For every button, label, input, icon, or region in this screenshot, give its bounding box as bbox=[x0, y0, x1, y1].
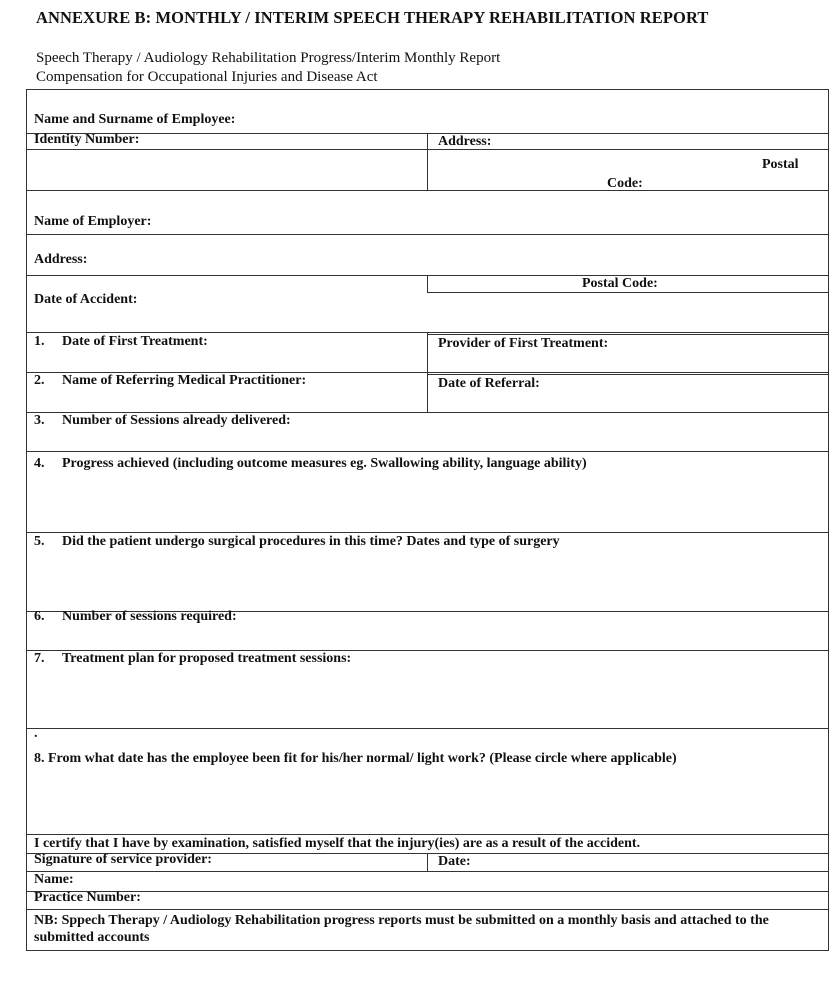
signature-date-label: Date: bbox=[438, 854, 471, 869]
act-subtitle: Compensation for Occupational Injuries and Disease Act bbox=[36, 69, 378, 85]
question-number: 3. bbox=[34, 413, 45, 428]
report-form bbox=[26, 89, 829, 951]
certification-statement: I certify that I have by examination, satisfied myself that the injury(ies) are as a result of the accident. bbox=[34, 836, 641, 851]
page-title: ANNEXURE B: MONTHLY / INTERIM SPEECH THERAPY REHABILITATION REPORT bbox=[36, 8, 709, 27]
question-text: Name of Referring Medical Practitioner: bbox=[62, 373, 307, 388]
rule bbox=[427, 334, 828, 335]
question-number: 4. bbox=[34, 456, 45, 471]
date-of-accident-label: Date of Accident: bbox=[34, 292, 138, 307]
date-of-referral-label: Date of Referral: bbox=[438, 376, 540, 391]
rule bbox=[27, 891, 828, 892]
signature-label: Signature of service provider: bbox=[34, 852, 212, 867]
name-label: Name: bbox=[34, 872, 74, 887]
question-number: 6. bbox=[34, 609, 45, 624]
column-divider bbox=[427, 853, 428, 871]
employer-postal-code-label: Postal Code: bbox=[582, 276, 658, 291]
fit-for-work-label: 8. From what date has the employee been fit for his/her normal/ light work? (Please circle where applicable) bbox=[34, 751, 677, 766]
question-text: Treatment plan for proposed treatment sessions: bbox=[62, 651, 352, 666]
rule bbox=[27, 834, 828, 835]
question-number: 7. bbox=[34, 651, 45, 666]
employer-address-label: Address: bbox=[34, 252, 88, 267]
postal-code-label-part1: Postal bbox=[762, 157, 799, 172]
sessions-required-label bbox=[34, 609, 237, 625]
question-number: 1. bbox=[34, 334, 45, 349]
rule bbox=[27, 871, 828, 872]
practice-number-label: Practice Number: bbox=[34, 890, 141, 905]
identity-number-label: Identity Number: bbox=[34, 132, 140, 147]
sessions-delivered-label bbox=[34, 413, 291, 429]
rule bbox=[427, 292, 828, 293]
employee-name-label: Name and Surname of Employee: bbox=[34, 112, 236, 127]
column-divider bbox=[427, 275, 428, 292]
question-text: Number of sessions required: bbox=[62, 609, 237, 624]
submission-note: NB: Sppech Therapy / Audiology Rehabilitation progress reports must be submitted on a monthly basis and attached to the submitted accounts bbox=[34, 913, 769, 945]
first-treatment-date-label bbox=[34, 334, 208, 350]
rule bbox=[27, 909, 828, 910]
question-number: 5. bbox=[34, 534, 45, 549]
column-divider bbox=[427, 133, 428, 190]
rule bbox=[27, 532, 828, 533]
referring-practitioner-label bbox=[34, 373, 306, 389]
first-treatment-provider-label: Provider of First Treatment: bbox=[438, 336, 609, 351]
question-text: Number of Sessions already delivered: bbox=[62, 413, 291, 428]
treatment-plan-label bbox=[34, 651, 351, 667]
rule bbox=[27, 234, 828, 235]
progress-achieved-label bbox=[34, 456, 587, 472]
rule bbox=[27, 728, 828, 729]
question-text: Did the patient undergo surgical procedures in this time? Dates and type of surgery bbox=[62, 534, 560, 549]
question-text: Progress achieved (including outcome measures eg. Swallowing ability, language ability) bbox=[62, 456, 587, 471]
rule bbox=[27, 451, 828, 452]
column-divider bbox=[427, 332, 428, 412]
question-number: 2. bbox=[34, 373, 45, 388]
stray-dot: . bbox=[34, 726, 38, 741]
rule bbox=[427, 374, 828, 375]
rule bbox=[27, 190, 828, 191]
employee-address-label: Address: bbox=[438, 134, 492, 149]
surgical-procedures-label bbox=[34, 534, 560, 550]
postal-code-label-part2: Code: bbox=[607, 176, 643, 191]
question-text: Date of First Treatment: bbox=[62, 334, 208, 349]
employer-name-label: Name of Employer: bbox=[34, 214, 152, 229]
report-subtitle: Speech Therapy / Audiology Rehabilitation Progress/Interim Monthly Report bbox=[36, 50, 501, 66]
